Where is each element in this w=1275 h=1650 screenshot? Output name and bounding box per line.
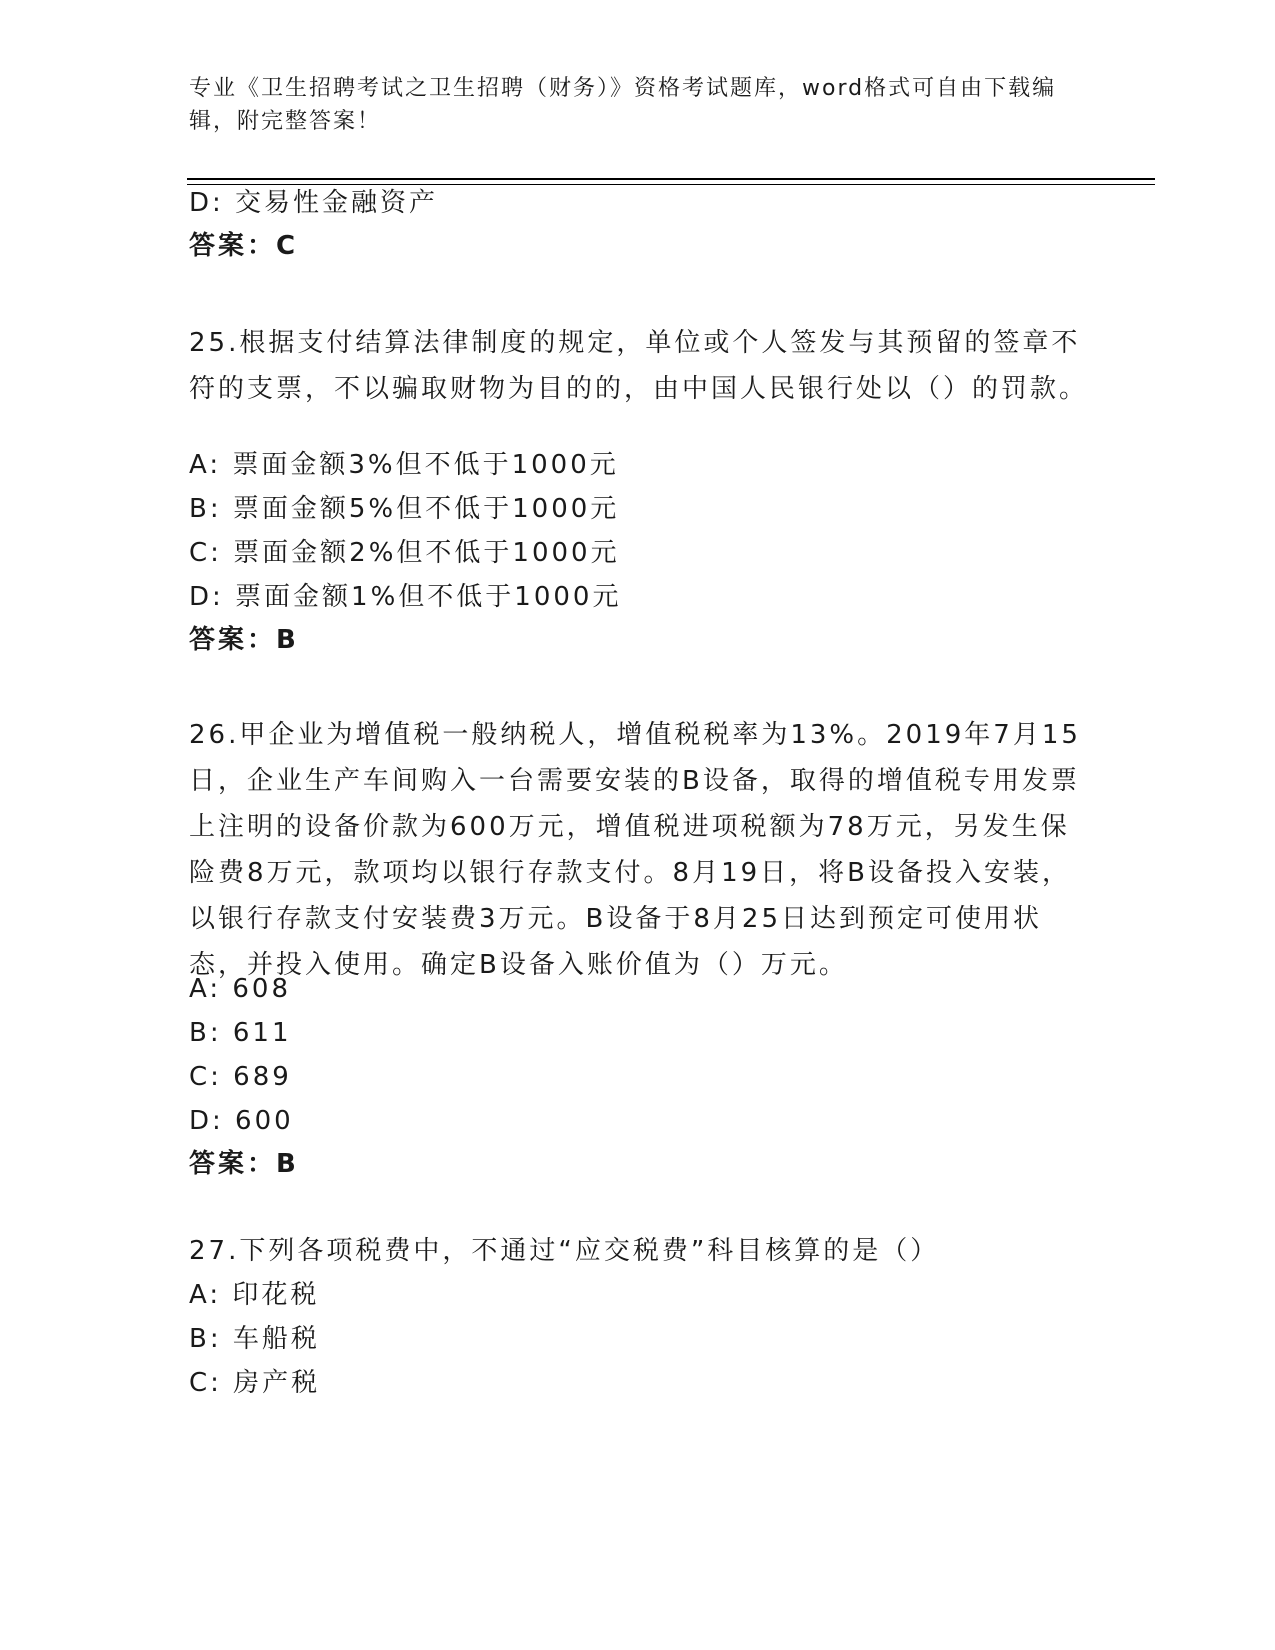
document-header: 专业《卫生招聘考试之卫生招聘（财务）》资格考试题库，word格式可自由下载编辑，附完整答案！ bbox=[189, 76, 1057, 134]
q27-option-a: A: 印花税 bbox=[189, 1280, 320, 1310]
q27-option-c: C: 房产税 bbox=[189, 1368, 321, 1398]
header-rule-thin bbox=[187, 184, 1155, 185]
q25-option-d: D: 票面金额1%但不低于1000元 bbox=[189, 582, 622, 612]
q25-option-b: B: 票面金额5%但不低于1000元 bbox=[189, 494, 620, 524]
q26-answer: 答案：B bbox=[189, 1149, 299, 1179]
header-rule-thick bbox=[187, 178, 1155, 180]
q25-stem: 25.根据支付结算法律制度的规定，单位或个人签发与其预留的签章不符的支票，不以骗取财物为目的的，由中国人民银行处以（）的罚款。 bbox=[189, 328, 1089, 404]
q27-stem: 27.下列各项税费中，不通过“应交税费”科目核算的是（） bbox=[189, 1236, 940, 1266]
q24-option-d: D: 交易性金融资产 bbox=[189, 188, 439, 218]
q26-option-c: C: 689 bbox=[189, 1062, 292, 1092]
q25-answer: 答案：B bbox=[189, 625, 299, 655]
q26-stem: 26.甲企业为增值税一般纳税人，增值税税率为13%。2019年7月15日，企业生产车间购入一台需要安装的B设备，取得的增值税专用发票上注明的设备价款为600万元，增值税进项税额为78万元，另发生保险费8万元，款项均以银行存款支付。8月19日，将B设备投入安装，以银行存款支付安装费3万元。B设备于8月25日达到预定可使用状态，并投入使用。确定B设备入账价值为（）万元。 bbox=[189, 720, 1081, 980]
q26-option-a: A: 608 bbox=[189, 974, 291, 1004]
q26-option-d: D: 600 bbox=[189, 1106, 294, 1136]
q25-option-c: C: 票面金额2%但不低于1000元 bbox=[189, 538, 620, 568]
q24-answer: 答案：C bbox=[189, 231, 299, 261]
q25-option-a: A: 票面金额3%但不低于1000元 bbox=[189, 450, 619, 480]
q27-option-b: B: 车船税 bbox=[189, 1324, 320, 1354]
q26-option-b: B: 611 bbox=[189, 1018, 292, 1048]
